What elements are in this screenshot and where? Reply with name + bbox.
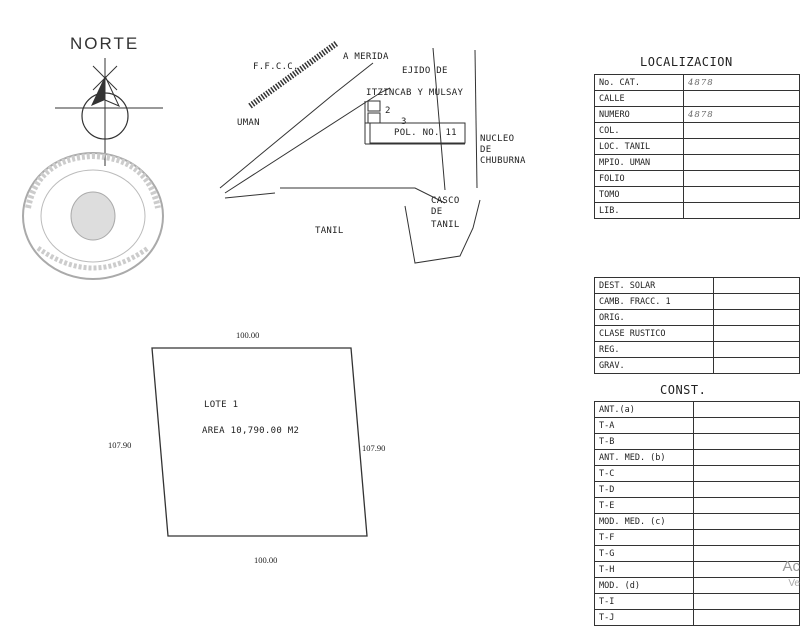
table-row: COL. — [595, 123, 800, 139]
ejido-label: EJIDO DE — [402, 66, 448, 76]
lot-2-label: 2 — [385, 106, 391, 116]
table-row: T-F — [595, 530, 800, 546]
table-row: T-H — [595, 562, 800, 578]
table-row: T-A — [595, 418, 800, 434]
activation-watermark-sub: Ve — [788, 578, 800, 589]
casco-label-2: DE — [431, 207, 443, 217]
ffcc-label: F.F.C.C. — [253, 62, 299, 72]
lot-label: LOTE 1 — [204, 400, 239, 410]
table-row: GRAV. — [595, 358, 800, 374]
municipal-seal-icon — [18, 148, 168, 288]
plot-left-dim: 107.90 — [108, 440, 132, 450]
table-row: ANT. MED. (b) — [595, 450, 800, 466]
table-row: LIB. — [595, 203, 800, 219]
nucleo-label-2: DE — [480, 145, 492, 155]
const-title: CONST. — [660, 383, 707, 397]
table-row: CLASE RUSTICO — [595, 326, 800, 342]
lot-plot — [145, 340, 375, 555]
numero-value: 4878 — [684, 107, 800, 123]
plot-top-dim: 100.00 — [236, 330, 260, 340]
north-label: NORTE — [70, 34, 140, 53]
table-row: ANT.(a) — [595, 402, 800, 418]
nucleo-label-3: CHUBURNA — [480, 156, 526, 166]
table-row: ORIG. — [595, 310, 800, 326]
table-row: MOD. (d) — [595, 578, 800, 594]
pol-label: POL. NO. 11 — [394, 128, 457, 138]
a-merida-label: A MERIDA — [343, 52, 389, 62]
itzincab-label: ITZINCAB Y MULSAY — [366, 88, 464, 98]
uman-label: UMAN — [237, 118, 260, 128]
localizacion-title: LOCALIZACION — [640, 55, 733, 69]
table-row: MOD. MED. (c) — [595, 514, 800, 530]
table-row: T-I — [595, 594, 800, 610]
plot-right-dim: 107.90 — [362, 443, 386, 453]
dest-table — [594, 277, 800, 374]
tanil-label: TANIL — [315, 226, 344, 236]
table-row: FOLIO — [595, 171, 800, 187]
localizacion-table — [594, 74, 800, 219]
plot-bottom-dim: 100.00 — [254, 555, 278, 565]
table-row: NUMERO 4878 — [595, 107, 800, 123]
table-row: REG. — [595, 342, 800, 358]
casco-label-1: CASCO — [431, 196, 460, 206]
table-row: T-E — [595, 498, 800, 514]
table-row: No. CAT. 4878 — [595, 75, 800, 91]
table-row: TOMO — [595, 187, 800, 203]
activation-watermark: Ac — [782, 558, 800, 575]
nucleo-label-1: NUCLEO — [480, 134, 515, 144]
table-row: CAMB. FRACC. 1 — [595, 294, 800, 310]
table-row: T-G — [595, 546, 800, 562]
table-row: LOC. TANIL — [595, 139, 800, 155]
railway-track-icon — [250, 43, 337, 106]
const-table — [594, 401, 800, 626]
casco-label-3: TANIL — [431, 220, 460, 230]
table-row: MPIO. UMAN — [595, 155, 800, 171]
area-label: AREA 10,790.00 M2 — [202, 426, 300, 436]
table-row: T-D — [595, 482, 800, 498]
table-row: T-J — [595, 610, 800, 626]
cat-value: 4878 — [684, 75, 800, 91]
table-row: T-B — [595, 434, 800, 450]
table-row: T-C — [595, 466, 800, 482]
table-row: CALLE — [595, 91, 800, 107]
lot-3-label: 3 — [401, 117, 407, 127]
table-row: DEST. SOLAR — [595, 278, 800, 294]
